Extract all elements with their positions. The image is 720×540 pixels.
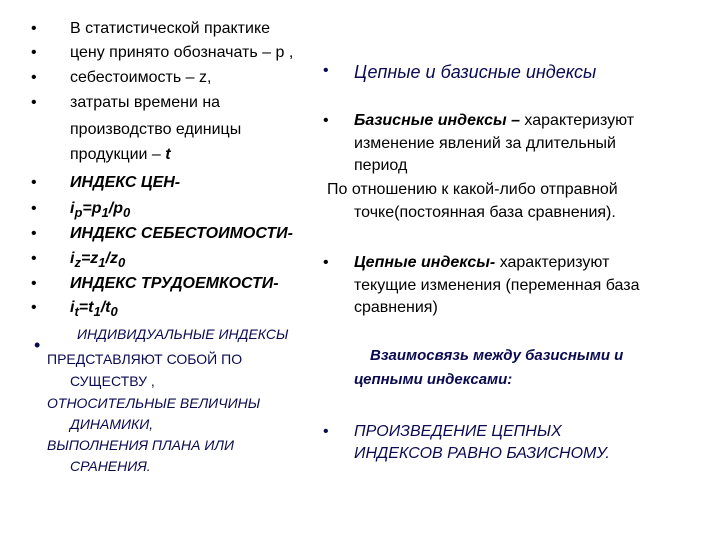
formula-sub: t [74, 304, 79, 320]
formula-part: /p [108, 200, 123, 217]
formula-sub: 0 [117, 255, 126, 271]
individual-indices-line-6: ВЫПОЛНЕНИЯ ПЛАНА ИЛИ [47, 437, 234, 453]
left-line-6-text: продукции – [70, 146, 166, 163]
chain-indices-line-3: сравнения) [354, 299, 438, 316]
formula-part: /t [100, 299, 111, 316]
bullet: • [323, 254, 329, 271]
individual-indices-line-2: ПРЕДСТАВЛЯЮТ СОБОЙ ПО [47, 351, 243, 367]
price-index-formula [70, 201, 130, 219]
formula-part: i [70, 250, 75, 267]
basic-indices-line-1 [354, 113, 634, 129]
product-rule-line-2: ИНДЕКСОВ РАВНО БАЗИСНОМУ. [354, 445, 610, 462]
basic-indices-line-3: период [354, 157, 408, 174]
bullet: • [31, 69, 37, 86]
basic-indices-term: Базисные индексы – [354, 112, 525, 129]
bullet: • [31, 94, 37, 111]
formula-part: i [70, 200, 75, 217]
individual-indices-line-7: СРАНЕНИЯ. [70, 458, 151, 474]
formula-sub: 1 [98, 255, 106, 271]
chain-indices-term: Цепные индексы- [354, 254, 500, 271]
left-line-1: В статистической практике [70, 20, 271, 37]
individual-indices-line-1: ИНДИВИДУАЛЬНЫЕ ИНДЕКСЫ [77, 326, 289, 342]
left-line-2: цену принято обозначать – p , [70, 44, 294, 61]
product-rule-line-1: ПРОИЗВЕДЕНИЕ ЦЕПНЫХ [354, 423, 562, 440]
left-line-6 [70, 147, 171, 163]
labor-index-heading: ИНДЕКС ТРУДОЕМКОСТИ- [70, 275, 279, 292]
formula-part: =z [80, 250, 99, 267]
chain-indices-line-2: текущие изменения (переменная база [354, 277, 640, 294]
cost-index-formula [70, 251, 125, 269]
bullet: • [31, 20, 37, 37]
bullet: • [323, 112, 329, 129]
basic-indices-line-2: изменение явлений за длительный [354, 135, 616, 152]
formula-sub: z [74, 255, 81, 271]
bullet: • [34, 335, 41, 355]
bullet: • [31, 225, 37, 242]
formula-sub: p [74, 205, 83, 221]
left-line-5: производство единицы [70, 121, 242, 138]
relation-line-2: цепными индексами: [354, 371, 513, 388]
left-line-4: затраты времени на [70, 94, 221, 111]
chain-indices-text: характеризуют [499, 254, 610, 271]
formula-sub: 0 [110, 304, 118, 320]
bullet: • [323, 423, 329, 440]
basic-indices-text: характеризуют [524, 112, 635, 129]
left-line-3: себестоимость – z, [70, 69, 212, 86]
individual-indices-line-5: ДИНАМИКИ, [70, 416, 154, 432]
bullet: • [31, 250, 37, 267]
formula-part: =p [82, 200, 102, 217]
left-line-6-symbol: t [165, 146, 171, 163]
formula-part: /z [105, 250, 118, 267]
labor-index-formula [70, 300, 118, 318]
basic-indices-line-5: точке(постоянная база сравнения). [354, 204, 616, 221]
cost-index-heading: ИНДЕКС СЕБЕСТОИМОСТИ- [70, 225, 293, 242]
bullet: • [323, 62, 329, 79]
formula-part: =t [78, 299, 94, 316]
individual-indices-line-3: СУЩЕСТВУ , [70, 373, 155, 389]
formula-sub: 1 [93, 304, 101, 320]
section-title: Цепные и базисные индексы [354, 62, 597, 82]
bullet: • [31, 174, 37, 191]
basic-indices-line-4: По отношению к какой-либо отправной [327, 181, 618, 198]
bullet: • [31, 44, 37, 61]
formula-sub: 1 [101, 205, 109, 221]
formula-sub: 0 [122, 205, 131, 221]
relation-line-1: Взаимосвязь между базисными и [370, 347, 624, 364]
bullet: • [31, 200, 37, 217]
chain-indices-line-1 [354, 255, 609, 271]
formula-part: i [70, 299, 75, 316]
bullet: • [31, 275, 37, 292]
bullet: • [31, 299, 37, 316]
price-index-heading: ИНДЕКС ЦЕН- [70, 174, 181, 191]
individual-indices-line-4: ОТНОСИТЕЛЬНЫЕ ВЕЛИЧИНЫ [47, 395, 261, 411]
